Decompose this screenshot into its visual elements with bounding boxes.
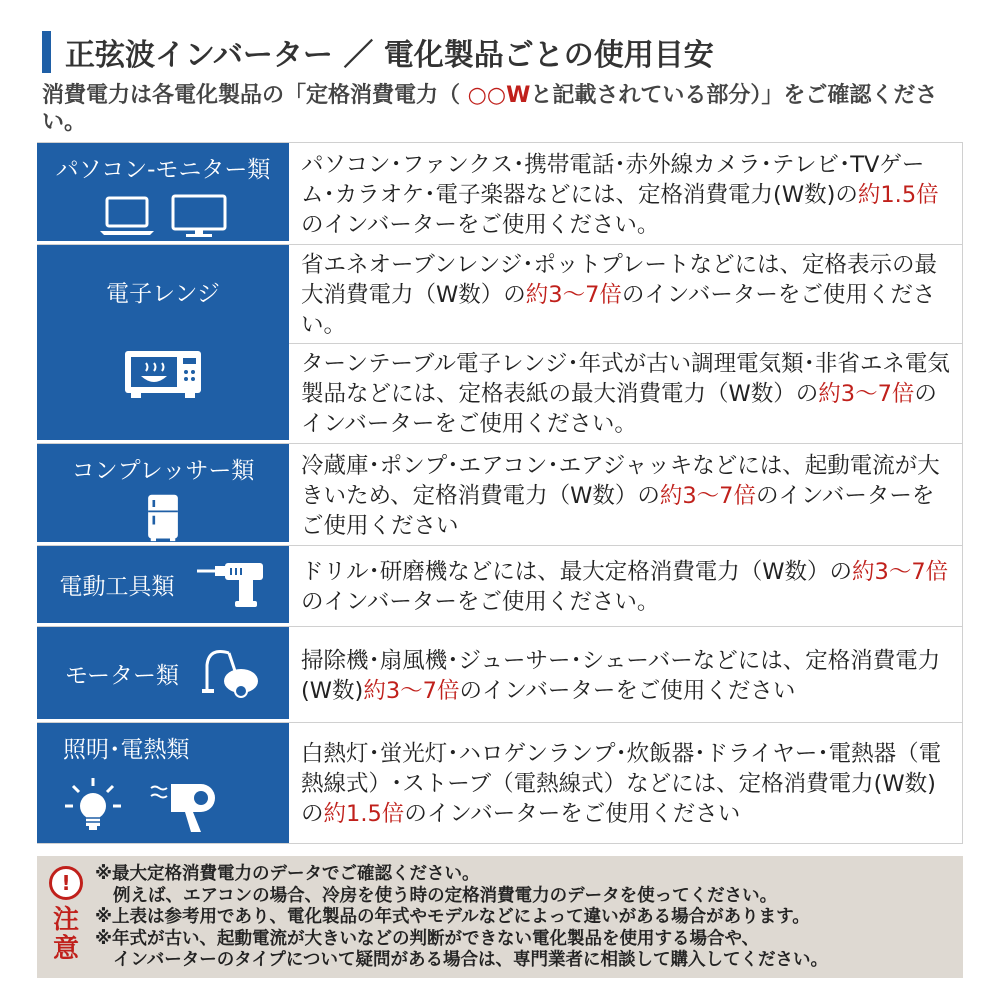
table-row	[37, 245, 963, 444]
category-label: 電子レンジ	[106, 281, 220, 307]
title-accent-bar	[42, 31, 51, 73]
usage-description: 冷蔵庫･ポンプ･エアコン･エアジャッキなどには、起動電流が大きいため、定格消費電力（W数）の約3～7倍のインバーターをご使用ください	[301, 452, 940, 539]
drill-icon	[195, 561, 267, 609]
category-label: 照明･電熱類	[63, 737, 190, 763]
multiplier-highlight: 約3～7倍	[659, 482, 756, 509]
usage-description: ターンテーブル電子レンジ･年式が古い調理電気類･非省エネ電気製品などには、定格表紙の最大消費電力（W数）の約3～7倍のインバーターをご使用ください。	[289, 343, 962, 442]
caution-box	[37, 856, 963, 978]
multiplier-highlight: 約3～7倍	[818, 381, 915, 407]
category-cell	[37, 444, 289, 545]
page-title: 正弦波インバーター ／ 電化製品ごとの使用目安	[65, 38, 714, 73]
table-row	[37, 142, 963, 245]
page-header	[42, 30, 714, 74]
usage-description: 白熱灯･蛍光灯･ハロゲンランプ･炊飯器･ドライヤー･電熱器（電熱線式）･ストーブ（電熱線式）などには、定格消費電力(W数)の約1.5倍のインバーターをご使用ください	[301, 741, 942, 827]
microwave-icon	[123, 348, 203, 400]
usage-description: ドリル･研磨機などには、最大定格消費電力（W数）の約3～7倍のインバーターをご使用ください。	[301, 559, 949, 615]
monitor-icon	[170, 194, 228, 238]
table-row	[37, 546, 963, 627]
multiplier-highlight: 約3～7倍	[852, 559, 949, 585]
hair-dryer-icon	[149, 776, 221, 834]
usage-table	[37, 142, 963, 844]
table-row	[37, 627, 963, 723]
category-cell	[37, 627, 289, 722]
usage-description: 掃除機･扇風機･ジューサー･シェーバーなどには、定格消費電力(W数)約3～7倍のインバーターをご使用ください	[301, 647, 941, 704]
caution-notes	[95, 856, 828, 978]
category-label: モーター類	[64, 662, 180, 689]
category-label: 電動工具類	[59, 574, 175, 600]
vacuum-cleaner-icon	[201, 645, 261, 701]
light-bulb-icon	[63, 774, 123, 836]
refrigerator-icon	[143, 493, 183, 542]
table-row	[37, 723, 963, 844]
usage-description: 省エネオーブンレンジ･ポットプレートなどには、定格表示の最大消費電力（W数）の約3～7倍のインバーターをご使用ください。	[301, 252, 937, 338]
caution-label: 注意	[52, 905, 79, 964]
subtitle-text-end: と記載されている部分）」をご確認ください。	[42, 83, 938, 135]
multiplier-highlight: 約1.5倍	[857, 181, 939, 208]
page-subtitle	[42, 82, 942, 136]
subtitle-highlight: ○○W	[467, 83, 531, 108]
laptop-icon	[98, 195, 156, 237]
caution-line: ※最大定格消費電力のデータでご確認ください。	[95, 864, 480, 884]
multiplier-highlight: 約3～7倍	[363, 677, 460, 704]
category-cell	[37, 546, 289, 626]
category-cell	[37, 143, 289, 244]
multiplier-highlight: 約1.5倍	[323, 801, 405, 827]
caution-line: インバーターのタイプについて疑問がある場合は、専門業者に相談して購入してください。	[113, 950, 829, 970]
warning-icon: !	[49, 866, 83, 900]
usage-description: パソコン･ファンクス･携帯電話･赤外線カメラ･テレビ･TVゲーム･カラオケ･電子楽器などには、定格消費電力(W数)の約1.5倍のインバーターをご使用ください。	[301, 151, 939, 238]
category-label: コンプレッサー類	[71, 458, 255, 484]
multiplier-highlight: 約3～7倍	[525, 282, 622, 308]
subtitle-text: 消費電力は各電化製品の「定格消費電力（	[42, 83, 468, 108]
table-row	[37, 444, 963, 546]
caution-line: ※上表は参考用であり、電化製品の年式やモデルなどによって違いがある場合があります。	[95, 907, 810, 927]
category-cell	[37, 723, 289, 843]
caution-line: ※年式が古い、起動電流が大きいなどの判断ができない電化製品を使用する場合や、	[95, 928, 760, 949]
category-label: パソコン-モニター類	[55, 157, 271, 183]
category-cell	[37, 245, 289, 443]
caution-line: 例えば、エアコンの場合、冷房を使う時の定格消費電力のデータを使ってください。	[113, 885, 778, 906]
